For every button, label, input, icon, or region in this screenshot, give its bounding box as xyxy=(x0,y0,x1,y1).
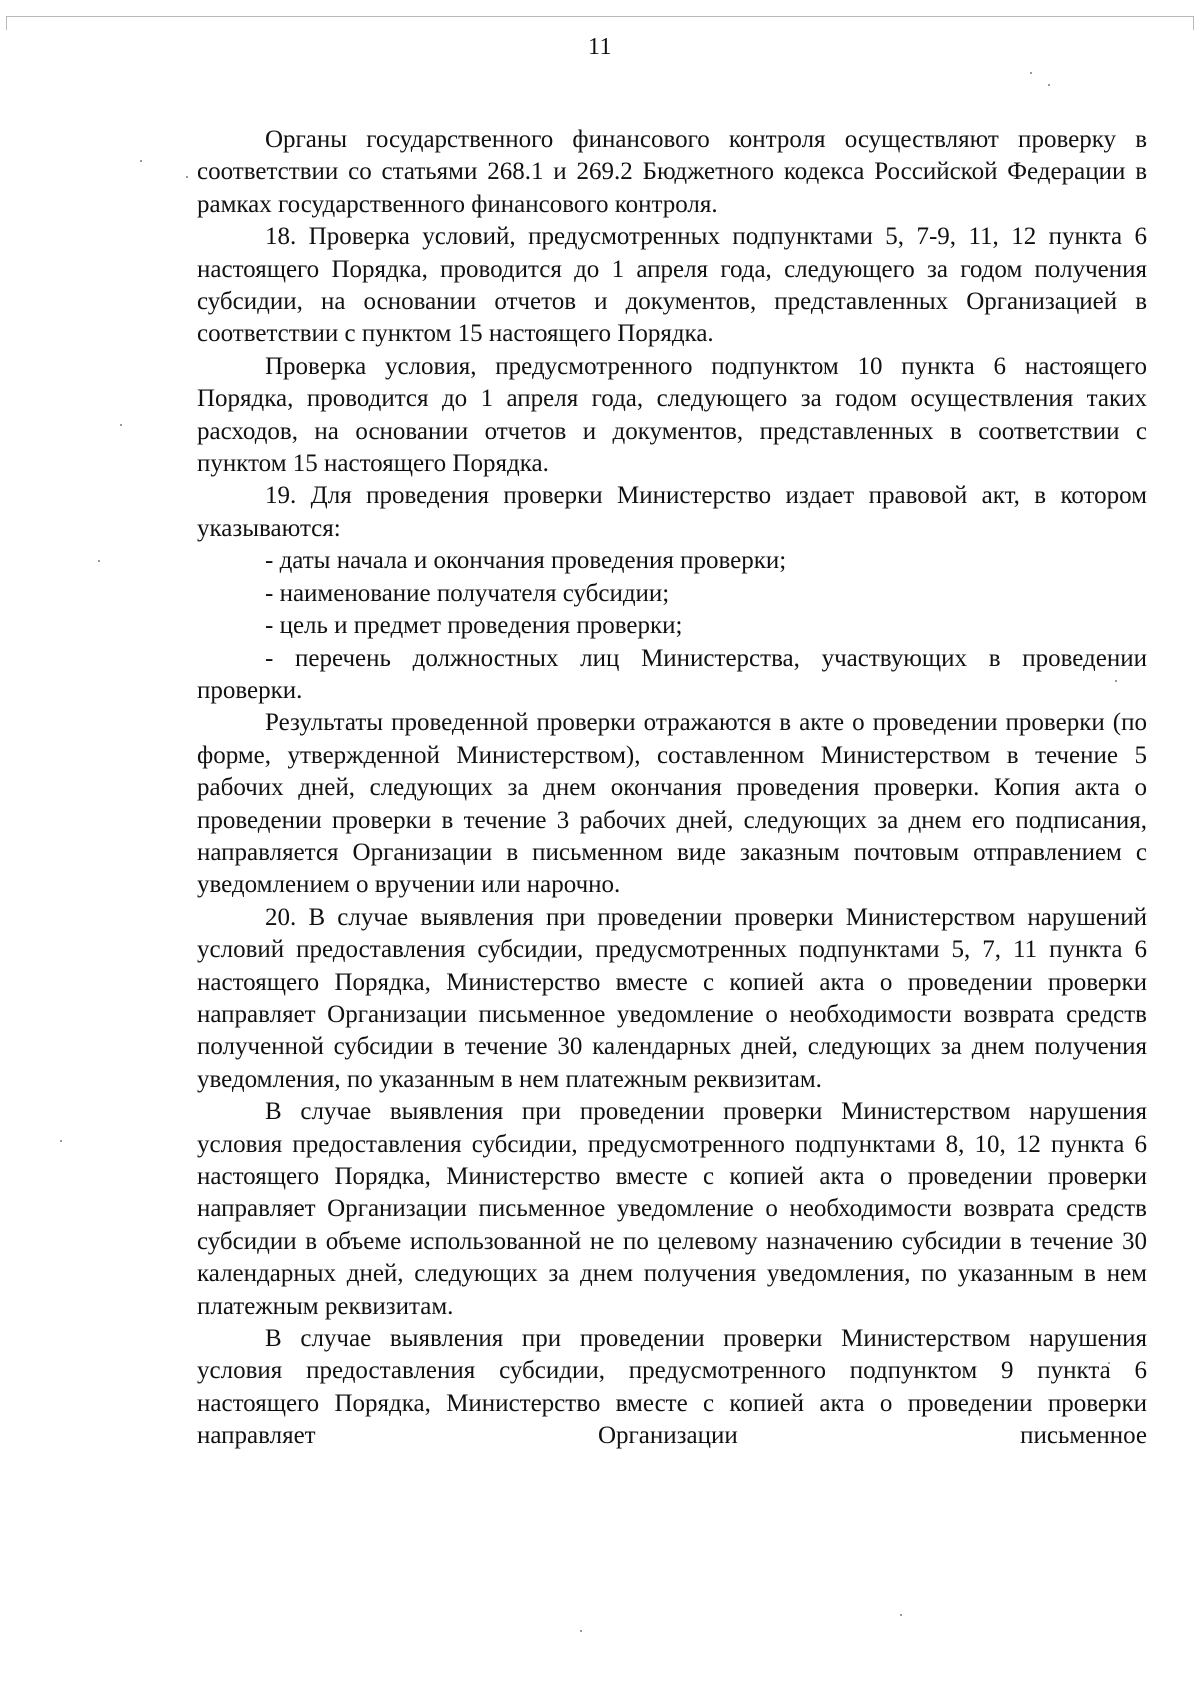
scan-speck xyxy=(1048,84,1050,86)
page-number: 11 xyxy=(587,34,613,60)
list-item-check-purpose: - цель и предмет проведения проверки; xyxy=(265,612,683,640)
paragraph-violation-subitems-8-10-12: В случае выявления при проведении проверки Министерством нарушения условия предоставления субсидии, предусмотренного подпунктами 8, 10, 12 пункта 6 настоящего Порядка, Министерство вместе с копией акта о проведении проверки направляет Организации письменное уведомление о необходимости возврата средств субсидии в объеме использованной не по целевому назначению субсидии в течение 30 календарных дней, следующих за днем получения уведомления, по указанным в нем платежным реквизитам. xyxy=(197,1098,1147,1320)
paragraph-item-20: 20. В случае выявления при проведении проверки Министерством нарушений условий предоставления субсидии, предусмотренных подпунктами 5, 7, 11 пункта 6 настоящего Порядка, Министерство вместе с копией акта о проведении проверки направляет Организации письменное уведомление о необходимости возврата средств полученной субсидии в течение 30 календарных дней, следующих за днем получения уведомления, по указанным в нем платежным реквизитам. xyxy=(197,903,1147,1093)
paragraph-check-results: Результаты проведенной проверки отражаются в акте о проведении проверки (по форме, утвержденной Министерством), составленном Министерством в течение 5 рабочих дней, следующих за днем окончания проведения проверки. Копия акта о проведении проверки в течение 3 рабочих дней, следующих за днем его подписания, направляется Организации в письменном виде заказным почтовым отправлением с уведомлением о вручении или нарочно. xyxy=(197,709,1147,899)
scan-edge-left xyxy=(6,16,7,30)
scan-edge-right xyxy=(1193,16,1194,30)
scan-speck xyxy=(1030,72,1032,74)
scan-speck xyxy=(98,560,100,562)
scan-speck xyxy=(60,1140,62,1142)
scan-speck xyxy=(120,424,122,426)
document-body xyxy=(197,124,1147,1453)
list-item-officials: - перечень должностных лиц Министерства, участвующих в проведении проверки. xyxy=(197,644,1147,704)
list-item-check-dates: - даты начала и окончания проведения проверки; xyxy=(265,547,787,575)
scan-speck xyxy=(186,176,188,178)
paragraph-item-19: 19. Для проведения проверки Министерство издает правовой акт, в котором указываются: xyxy=(197,482,1147,542)
list-item-recipient-name: - наименование получателя субсидии; xyxy=(265,579,670,607)
scan-speck xyxy=(140,160,142,162)
paragraph-violation-subitem-9: В случае выявления при проведении проверки Министерством нарушения условия предоставления субсидии, предусмотренного подпунктом 9 пункта 6 настоящего Порядка, Министерство вместе с копией акта о проведении проверки направляет Организации письменное xyxy=(197,1325,1147,1450)
scan-speck xyxy=(900,1614,902,1616)
paragraph-financial-control: Органы государственного финансового контроля осуществляют проверку в соответствии со статьями 268.1 и 269.2 Бюджетного кодекса Российской Федерации в рамках государственного финансового контроля. xyxy=(197,126,1147,218)
paragraph-item-18: 18. Проверка условий, предусмотренных подпунктами 5, 7-9, 11, 12 пункта 6 настоящего Порядка, проводится до 1 апреля года, следующего за годом получения субсидии, на основании отчетов и документов, представленных Организацией в соответствии с пунктом 15 настоящего Порядка. xyxy=(197,223,1147,348)
paragraph-subitem-10-check: Проверка условия, предусмотренного подпунктом 10 пункта 6 настоящего Порядка, проводится до 1 апреля года, следующего за годом осуществления таких расходов, на основании отчетов и документов, представленных в соответствии с пунктом 15 настоящего Порядка. xyxy=(197,352,1147,478)
scan-speck xyxy=(580,1630,582,1632)
scan-edge-top xyxy=(6,16,1194,17)
